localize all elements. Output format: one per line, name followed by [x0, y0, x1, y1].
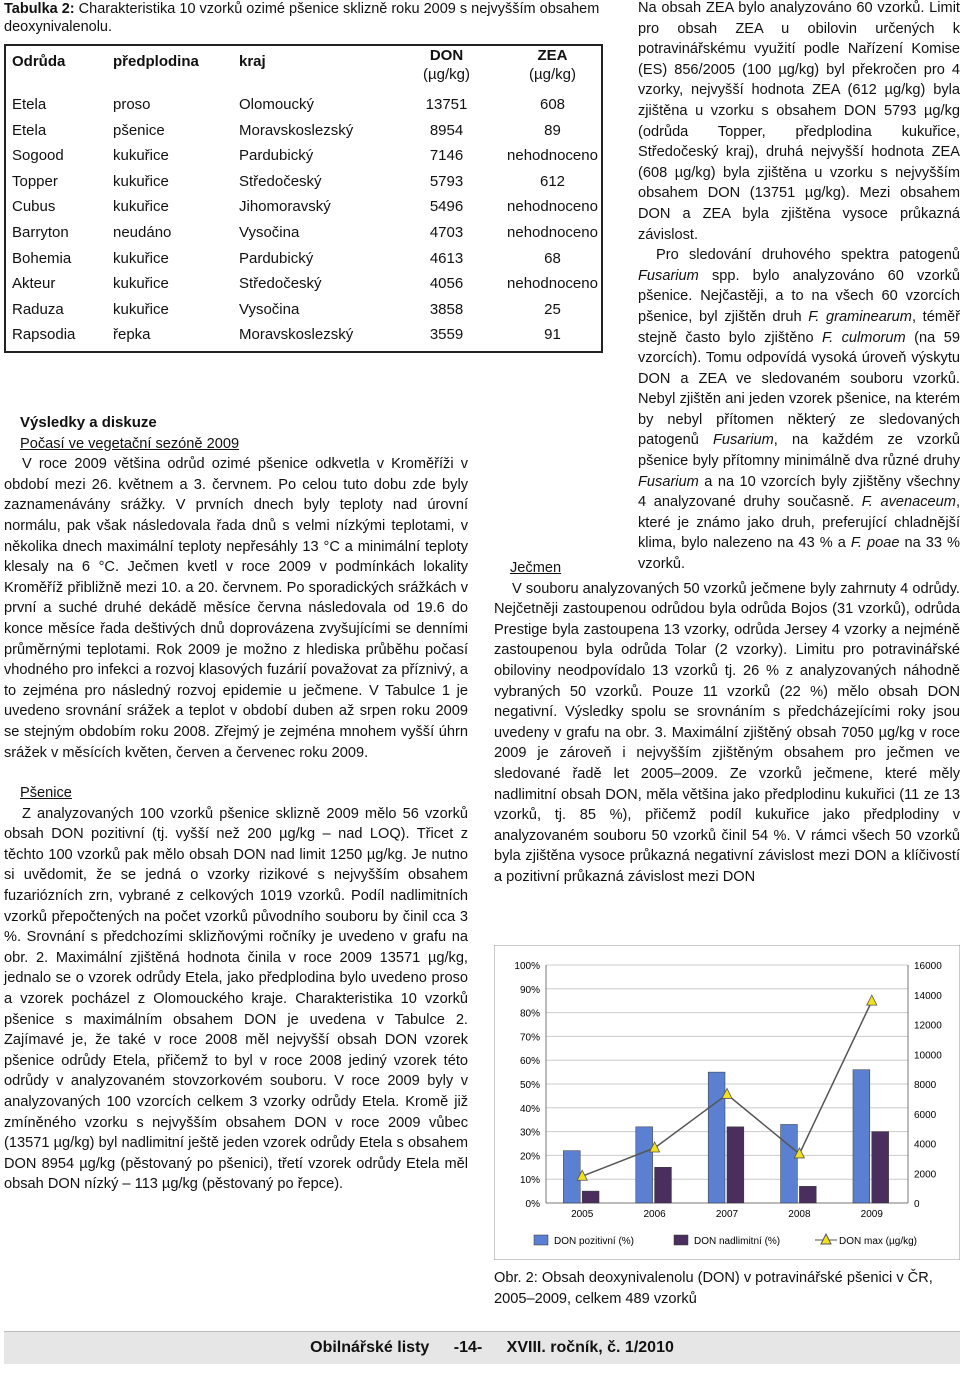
- paragraph-zea: Na obsah ZEA bylo analyzováno 60 vzorků. Limit pro obsah ZEA u obilovin určených k potravinářskému využití podle Nařízení Komise (ES) 856/2005 (100 µg/kg) byl překročen pro 4 vzorky, nejvyšší hodnota ZEA (612 µg/kg) byla zjištěna u vzorku s obsahem DON 5793 µg/kg (odrůda Topper, předplodina kukuřice, Středočeský kraj), druhá nejvyšší hodnota ZEA (608 µg/kg) byla zjištěna u vzorku s nejvyšším obsahem DON (13751 µg/kg). Mezi obsahem DON a ZEA byla zjištěna vysoce průkazná závislost.: [638, 0, 960, 243]
- paragraph-weather: V roce 2009 většina odrůd ozimé pšenice odkvetla v Kroměříži v období mezi 26. květnem a 3. červnem. Po celou tuto dobu zde byly zaznamenávány srážky. V prvních dnech byly teploty nad úrovní normálu, pak však následovala řada dnů s velmi nízkými teplotami, v několika dnech maximální teploty nepřesáhly 13 °C a minimální teploty klesaly na 6 °C. Ječmen kvetl v roce 2009 v podmínkách lokality Kroměříž přibližně mezi 10. a 20. červnem. Po sporadických srážkách v první a suché druhé dekádě měsíce června následovala od 19.6 do konce měsíce řada deštivých dnů doprovázena zvyšujícími se denními průměrnými teplotami. Rok 2009 je možno z hlediska průběhu počasí vhodného pro infekci a rozvoj klasových fuzárií považovat za příznivý, a to zejména pro následný rozvoj epidemie u ječmene. V Tabulce 1 je uvedeno srovnání srážek a teplot v období duben až srpen roku 2009 se stejným obdobím roku 2008. Zřejmý je zejména mnohem vyšší úhrn srážek v měsících květen, červen a červenec roku 2009.: [4, 456, 468, 761]
- cell-don: 8954: [429, 121, 464, 139]
- x-tick-label: 2006: [643, 1209, 666, 1220]
- x-tick-label: 2008: [788, 1209, 811, 1220]
- y-left-tick-label: 30%: [519, 1127, 540, 1139]
- cell-preceding-crop: proso: [113, 96, 151, 113]
- y-left-tick-label: 50%: [519, 1080, 540, 1091]
- cell-variety: Bohemia: [12, 249, 72, 267]
- chart-legend: [534, 1234, 917, 1247]
- cell-region: Pardubický: [239, 249, 314, 267]
- x-tick-label: 2009: [860, 1209, 883, 1220]
- cell-preceding-crop: kukuřice: [113, 172, 169, 190]
- y-right-tick-label: 4000: [914, 1139, 937, 1151]
- cell-don: 7146: [429, 147, 464, 165]
- cell-zea: nehodnoceno: [507, 275, 598, 293]
- cell-region: Jihomoravský: [239, 198, 331, 216]
- bar-positive-2006: [636, 1127, 653, 1203]
- cell-don: 4613: [429, 249, 464, 267]
- cell-variety: Barryton: [12, 223, 69, 241]
- cell-don: 5793: [429, 172, 464, 190]
- cell-zea: 612: [539, 172, 566, 190]
- cell-don: 5496: [429, 198, 464, 216]
- cell-region: Středočeský: [239, 172, 322, 190]
- legend-swatch: [534, 1235, 548, 1245]
- heading-results: Výsledky a diskuze: [20, 414, 157, 431]
- th-don: DON (µg/kg): [423, 47, 470, 83]
- heading-barley: Ječmen: [510, 560, 562, 576]
- bar-positive-2007: [708, 1072, 725, 1203]
- bar-over-limit-2009: [872, 1132, 889, 1203]
- cell-zea: 91: [544, 326, 561, 344]
- cell-region: Středočeský: [239, 275, 322, 293]
- y-left-tick-label: 100%: [514, 961, 540, 972]
- paragraph-wheat: Z analyzovaných 100 vzorků pšenice sklizně 2009 mělo 56 vzorků obsah DON pozitivní (tj. vyšší než 200 µg/kg – nad LOQ). Třicet z těchto 100 vzorků pak mělo obsah DON nad limit 1250 µg/kg. Je nutno si uvědomit, že se jedná o vzorky rizikové s nejvyšším obsahem fuzariózních zrn, vybrané z celkových 1019 vzorků. Podíl nadlimitních vzorků přepočtených na počet vzorků původního souboru by činil cca 3 %. Srovnání s předchozími sklizňovými ročníky je uvedeno v grafu na obr. 2. Maximální zjištěná hodnota činila v roce 2009 13571 µg/kg, jednalo se o vzorek odrůdy Etela, jako předplodina bylo uvedeno proso a vzorek pocházel z Olomouckého kraje. Charakteristika 10 vzorků pšenice s maximálním obsahem DON je uvedena v Tabulce 2. Zajímavé je, že také v roce 2008 měl nejvyšší obsah DON vzorek pšenice odrůdy Etela, přičemž to byl v roce 2008 jediný vzorek této odrůdy v analyzovaném stovzorkovém souboru. V roce 2009 byly v analyzovaných 100 vzorcích celkem 3 vzorky odrůdy Etela. Kromě již zmíněného vzorku s nejvyšším obsahem DON v roce 2009 vůbec (13571 µg/kg) byl nadlimitní ještě jeden vzorek odrůdy Etela s obsahem DON 8954 µg/kg (pěstovaný po pšenici), třetí vzorek odrůdy Etela měl obsah DON nízký – 113 µg/kg (pěstovaný po řepce).: [4, 805, 468, 1193]
- y-right-tick-label: 16000: [914, 961, 942, 972]
- legend-label: DON nadlimitní (%): [694, 1236, 781, 1247]
- cell-region: Vysočina: [239, 223, 300, 241]
- y-left-tick-label: 70%: [519, 1032, 540, 1044]
- cell-zea: 68: [544, 249, 561, 267]
- cell-preceding-crop: pšenice: [113, 121, 165, 139]
- cell-don: 4703: [429, 223, 464, 241]
- th-region: kraj: [239, 53, 266, 70]
- cell-variety: Akteur: [12, 275, 56, 293]
- bar-over-limit-2008: [799, 1186, 816, 1203]
- cell-zea: 25: [544, 300, 561, 318]
- right-column: [494, 0, 960, 575]
- footer-page: -14-: [453, 1339, 483, 1356]
- cell-variety: Topper: [12, 172, 58, 190]
- y-left-tick-label: 40%: [519, 1103, 540, 1115]
- bar-positive-2009: [853, 1070, 870, 1203]
- paragraph-species: Pro sledování druhového spektra patogenů Fusarium spp. bylo analyzováno 60 vzorků pšenice. Nejčastěji, a to na všech 60 vzorcích pšenice, byl zjištěn druh F. graminearum, téměř stejně často bylo zjištěno F. culmorum (na 59 vzorcích). Tomu odpovídá vysoká úroveň výskytu DON a ZEA ve sledovaném souboru vzorků. Nebyl zjištěn ani jeden vzorek pšenice, na kterém by nebyl přítomen některý ze sledovaných patogenů Fusarium, na každém ze vzorků pšenice byly přítomny minimálně dva různé druhy Fusarium a na 10 vzorcích byly zjištěny všechny 4 analyzované druhy současně. F. avenaceum, které je známo jako druh, preferující chladnější klima, bylo nalezeno na 43 % a F. poae na 33 % vzorků.: [638, 247, 960, 573]
- cell-variety: Etela: [12, 96, 47, 113]
- y-left-tick-label: 0%: [525, 1199, 540, 1210]
- cell-region: Moravskoslezský: [239, 326, 354, 344]
- y-right-tick-label: 0: [914, 1199, 920, 1210]
- cell-region: Vysočina: [239, 300, 300, 318]
- y-right-tick-label: 10000: [914, 1050, 942, 1062]
- y-right-tick-label: 2000: [914, 1169, 937, 1181]
- cell-zea: 608: [539, 96, 566, 113]
- paragraph-barley: V souboru analyzovaných 50 vzorků ječmene byly zahrnuty 4 odrůdy. Nejčetněji zastoupenou odrůdou byla odrůda Bojos (31 vzorků), odrůda Prestige byla zastoupena 13 vzorky, odrůda Jersey 4 vzorky a nejméně zastoupenou byla odrůda Tolar (2 vzorky). Limitu pro potravinářské obiloviny neodpovídalo 13 vzorků tj. 26 % z analyzovaných náhodně vybraných 50 vzorků. Pouze 11 vzorků (22 %) mělo obsah DON negativní. Výsledky spolu se srovnáním s předcházejícími roky jsou uvedeny v grafu na obr. 3. Maximální zjištěný obsah 7050 µg/kg v roce 2009 je zároveň i nejvyšším zjištěným obsahem pro ječmen ve sledované řadě let 2005–2009. Ze vzorků ječmene, které měly nadlimitní obsah DON, měla většina jako předplodinu kukuřici (11 ze 13 vzorků, tj. 85 %), přičemž podíl kukuřice jako předplodiny v analyzovaném souboru 50 vzorků činil 54 %. V rámci všech 50 vzorků byla zjištěna vysoce průkazná negativní závislost mezi DON a klíčivostí a pozitivní průkazná závislost mezi DON: [494, 580, 960, 885]
- left-column: [4, 413, 468, 1195]
- cell-preceding-crop: řepka: [113, 326, 151, 344]
- bar-over-limit-2005: [582, 1191, 599, 1203]
- cell-variety: Cubus: [12, 198, 56, 216]
- cell-variety: Raduza: [12, 300, 64, 318]
- y-right-tick-label: 14000: [914, 990, 942, 1002]
- footer-journal: Obilnářské listy: [310, 1339, 430, 1356]
- y-left-tick-label: 20%: [519, 1151, 540, 1163]
- y-right-tick-label: 6000: [914, 1109, 937, 1121]
- cell-zea: 89: [544, 121, 561, 139]
- cell-don: 3559: [429, 326, 464, 344]
- cell-region: Olomoucký: [239, 96, 315, 113]
- cell-preceding-crop: neudáno: [113, 223, 172, 241]
- bar-over-limit-2007: [727, 1127, 744, 1203]
- th-variety: Odrůda: [12, 53, 66, 70]
- y-left-tick-label: 60%: [519, 1056, 540, 1068]
- x-tick-label: 2007: [715, 1209, 739, 1220]
- cell-variety: Rapsodia: [12, 326, 76, 344]
- legend-label: DON max (µg/kg): [839, 1236, 917, 1247]
- right-column-barley: [494, 558, 960, 888]
- cell-variety: Sogood: [12, 147, 64, 165]
- cell-variety: Etela: [12, 121, 47, 139]
- y-left-tick-label: 80%: [519, 1008, 540, 1020]
- cell-region: Pardubický: [239, 147, 314, 165]
- y-right-tick-label: 8000: [914, 1080, 937, 1091]
- cell-don: 4056: [429, 275, 464, 293]
- table-caption-text: Charakteristika 10 vzorků ozimé pšenice sklizně roku 2009 s nejvyšším obsahem deoxynivalenolu.: [4, 1, 600, 35]
- figure-caption: Obr. 2: Obsah deoxynivalenolu (DON) v potravinářské pšenici v ČR, 2005–2009, celkem 489 vzorků: [494, 1270, 933, 1307]
- cell-don: 3858: [429, 300, 464, 318]
- legend-swatch: [674, 1235, 688, 1245]
- table-caption-label: Tabulka 2:: [4, 1, 75, 17]
- bar-over-limit-2006: [655, 1167, 672, 1203]
- cell-preceding-crop: kukuřice: [113, 300, 169, 318]
- heading-wheat: Pšenice: [20, 785, 72, 802]
- page-footer: [4, 1331, 960, 1364]
- y-right-tick-label: 12000: [914, 1020, 942, 1032]
- cell-preceding-crop: kukuřice: [113, 147, 169, 165]
- heading-weather: Počasí ve vegetační sezóně 2009: [20, 435, 240, 452]
- cell-zea: nehodnoceno: [507, 198, 598, 216]
- cell-don: 13751: [425, 96, 468, 113]
- th-preceding-crop: předplodina: [113, 53, 199, 70]
- th-zea: ZEA (µg/kg): [529, 47, 576, 83]
- cell-preceding-crop: kukuřice: [113, 275, 169, 293]
- y-left-tick-label: 10%: [519, 1175, 540, 1187]
- cell-preceding-crop: kukuřice: [113, 249, 169, 267]
- cell-preceding-crop: kukuřice: [113, 198, 169, 216]
- cell-zea: nehodnoceno: [507, 147, 598, 165]
- footer-issue: XVIII. ročník, č. 1/2010: [506, 1339, 674, 1356]
- cell-region: Moravskoslezský: [239, 121, 354, 139]
- x-tick-label: 2005: [571, 1209, 594, 1220]
- legend-label: DON pozitivní (%): [554, 1236, 635, 1247]
- bar-positive-2008: [781, 1124, 798, 1203]
- don-chart: [494, 945, 960, 1260]
- bar-positive-2005: [563, 1151, 580, 1203]
- cell-zea: nehodnoceno: [507, 223, 598, 241]
- y-left-tick-label: 90%: [519, 984, 540, 996]
